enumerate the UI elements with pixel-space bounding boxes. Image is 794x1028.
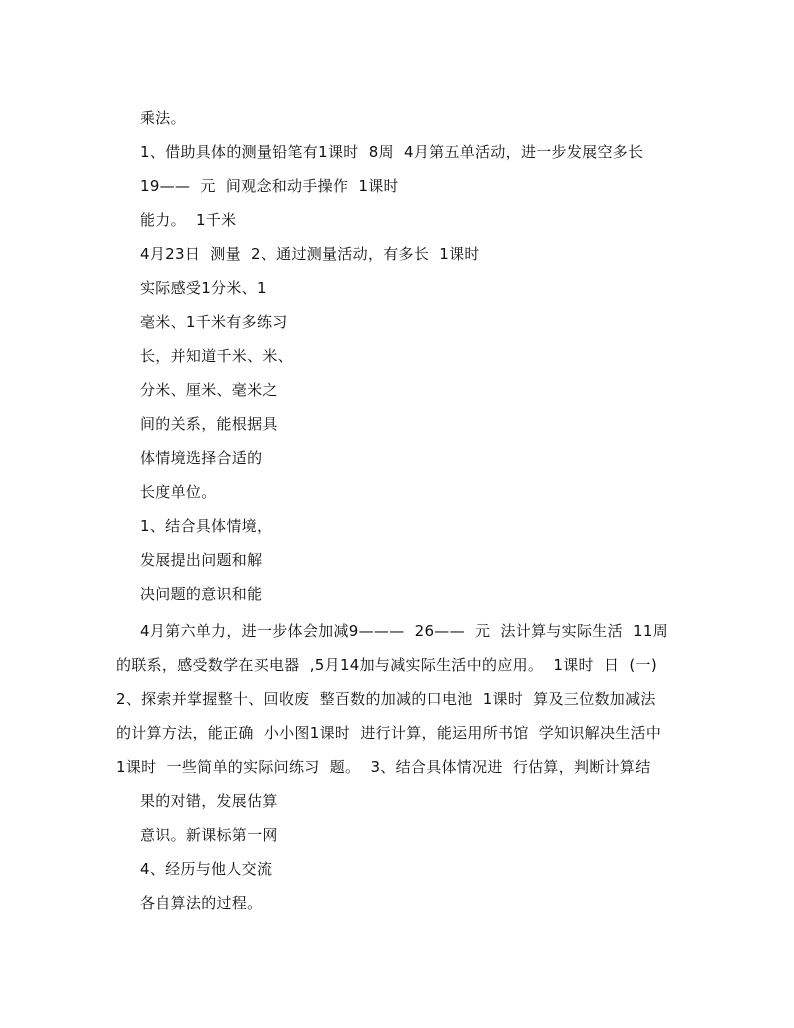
text-line: 果的对错，发展估算 bbox=[140, 792, 278, 810]
text-line: 各自算法的过程。 bbox=[140, 894, 263, 912]
text-line: 决问题的意识和能 bbox=[140, 585, 263, 603]
text-line: 发展提出问题和解 bbox=[140, 551, 263, 569]
text-line: 长度单位。 bbox=[140, 483, 217, 501]
text-line: 4月第六单力，进一步体会加减9——— 26—— 元 法计算与实际生活 11周 bbox=[140, 622, 669, 640]
text-line: 分米、厘米、毫米之 bbox=[140, 381, 278, 399]
text-line: 19—— 元 间观念和动手操作 1课时 bbox=[140, 177, 399, 195]
text-line: 4、经历与他人交流 bbox=[140, 860, 273, 878]
text-line: 乘法。 bbox=[140, 109, 186, 127]
text-line: 体情境选择合适的 bbox=[140, 449, 263, 467]
text-line: 1课时 一些简单的实际问练习 题。 3、结合具体情况进 行估算，判断计算结 bbox=[116, 758, 651, 776]
text-line: 的计算方法，能正确 小小图1课时 进行计算，能运用所书馆 学知识解决生活中 bbox=[116, 724, 662, 742]
text-line: 长，并知道千米、米、 bbox=[140, 347, 294, 365]
text-line: 意识。新课标第一网 bbox=[140, 826, 278, 844]
text-line: 1、结合具体情境， bbox=[140, 517, 273, 535]
text-line: 的联系，感受数学在买电器 ,5月14加与减实际生活中的应用。 1课时 日 (一) bbox=[116, 656, 657, 674]
text-line: 2、探索并掌握整十、回收废 整百数的加减的口电池 1课时 算及三位数加减法 bbox=[116, 690, 656, 708]
text-line: 间的关系，能根据具 bbox=[140, 415, 278, 433]
text-line: 能力。 1千米 bbox=[140, 211, 237, 229]
text-line: 1、借助具体的测量铅笔有1课时 8周 4月第五单活动，进一步发展空多长 bbox=[140, 143, 644, 161]
text-line: 毫米、1千米有多练习 bbox=[140, 313, 288, 331]
text-line: 实际感受1分米、1 bbox=[140, 279, 267, 297]
text-line: 4月23日 测量 2、通过测量活动，有多长 1课时 bbox=[140, 245, 480, 263]
